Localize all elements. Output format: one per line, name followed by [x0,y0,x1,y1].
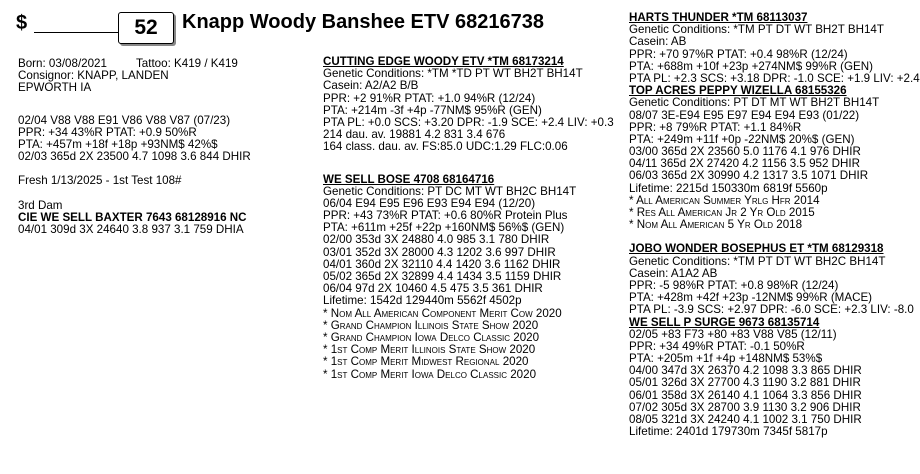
born-row [18,58,308,70]
sire-dam-column [323,56,613,381]
maternal-granddam-line: PPR: +34 49%R PTAT: -0.1 50%R [629,339,805,353]
maternal-grandsire-line: Casein: A1A2 AB [629,266,718,280]
dam-info-line: PTA: +611m +25f +22p +160NM$ 56%$ (GEN) [323,221,565,235]
dam-info-line: 05/02 365d 2X 32899 4.4 1434 3.5 1159 DHIR [323,270,562,283]
paternal-granddam-honor: * Res All American Jr 2 Yr Old 2015 [629,206,815,219]
paternal-granddam-name: TOP ACRES PEPPY WIZELLA 68155326 [629,84,847,98]
fresh-info: Fresh 1/13/2025 - 1st Test 108# [18,174,182,188]
sire-name: CUTTING EDGE WOODY ETV *TM 68173214 [323,55,564,68]
sire-info-line: Casein: A2/A2 B/B [323,79,419,93]
ppr-line: PPR: +34 43%R PTAT: +0.9 50%R [18,125,197,139]
dam-info-line: 03/01 352d 3X 28000 4.3 1202 3.6 997 DHIR [323,245,556,259]
paternal-granddam-line: Genetic Conditions: PT DT MT WT BH2T BH14T [629,96,880,110]
animal-info-column [18,58,308,236]
price-dollar-sign: $ [16,12,28,34]
maternal-granddam-lifetime: Lifetime: 2401d 179730m 7345f 5817p [629,425,828,439]
paternal-granddam-line: PPR: +8 79%R PTAT: +1.1 84%R [629,120,802,134]
production-record: 02/03 365d 2X 23500 4.7 1098 3.6 844 DHIR [18,150,251,164]
dam-name: WE SELL BOSE 4708 68164716 [323,172,495,186]
maternal-granddam-line: 06/01 358d 3X 26140 4.1 1064 3.3 856 DHIR [629,388,862,402]
paternal-grandsire-line: Casein: AB [629,35,687,49]
tattoo: Tattoo: K419 / K419 [136,57,238,70]
dam-info-line: Genetic Conditions: PT DC MT WT BH2C BH14T [323,184,577,198]
paternal-granddam-honor: * All American Summer Yrlg Hfr 2014 [629,193,820,207]
paternal-grandsire-line: Genetic Conditions: *TM PT DT WT BH2T BH14T [629,23,884,37]
dam-honor: * 1st Comp Merit Iowa Delco Classic 2020 [323,367,537,381]
maternal-grandsire-line: PPR: -5 98%R PTAT: +0.8 98%R (12/24) [629,278,839,292]
price-blank-line [34,32,128,33]
maternal-granddam-line: PTA: +205m +1f +4p +148NM$ 53%$ [629,352,823,366]
paternal-grandsire-line: PTA PL: +2.3 SCS: +3.18 DPR: -1.0 SCE: +1.9 LIV: +2.4 [629,71,920,85]
paternal-grandsire-line: PPR: +70 97%R PTAT: +0.4 98%R (12/24) [629,47,848,61]
pta-line: PTA: +457m +18f +18p +93NM$ 42%$ [18,137,218,151]
dam-info-line: 06/04 97d 2X 10460 4.5 475 3.5 361 DHIR [323,282,543,296]
dam-honor: * Nom All American Component Merit Cow 2020 [323,306,562,320]
sire-info-line: 164 class. dau. av. FS:85.0 UDC:1.29 FLC:0.06 [323,140,568,154]
born-date: Born: 03/08/2021 [18,57,107,70]
maternal-grandsire-line: Genetic Conditions: *TM PT DT WT BH2C BH14T [629,254,886,268]
third-dam-label: 3rd Dam [18,198,63,212]
maternal-grandsire-line: PTA: +428m +42f +23p -12NM$ 99%R (MACE) [629,291,873,305]
paternal-grandsire-line: PTA: +688m +10f +23p +274NM$ 99%R (GEN) [629,59,874,73]
paternal-grandsire-name: HARTS THUNDER *TM 68113037 [629,11,808,24]
dam-lifetime: Lifetime: 1542d 129440m 5562f 4502p [323,294,522,308]
paternal-granddam-line: 04/11 365d 2X 27420 4.2 1156 3.5 952 DHIR [629,157,860,171]
maternal-granddam-line: 07/02 305d 3X 28700 3.9 1130 3.2 906 DHIR [629,400,861,414]
paternal-granddam-line: 06/03 365d 2X 30990 4.2 1317 3.5 1071 DHIR [629,169,869,183]
lot-number: 52 [134,16,158,39]
dam-honor: * Grand Champion Illinois State Show 2020 [323,318,539,332]
sire-info-line: PTA PL: +0.0 SCS: +3.20 DPR: -1.9 SCE: +2.4 LIV: +0.3 [323,115,614,129]
lot-title: Knapp Woody Banshee ETV 68216738 [182,11,544,33]
maternal-grandsire-name: JOBO WONDER BOSEPHUS ET *TM 68129318 [629,242,884,256]
paternal-granddam-line: PTA: +249m +11f +0p -22NM$ 20%$ (GEN) [629,132,855,146]
sire-info-line: PTA: +214m -3f +4p -77NM$ 95%R (GEN) [323,103,542,117]
grandparents-column [629,12,919,438]
third-dam-name: CIE WE SELL BAXTER 7643 68128916 NC [18,210,247,224]
sire-info-line: PPR: +2 91%R PTAT: +1.0 94%R (12/24) [323,91,536,105]
paternal-granddam-line: 08/07 3E-E94 E95 E97 E94 E94 E93 (01/22) [629,108,860,122]
sire-info-line: Genetic Conditions: *TM *TD PT WT BH2T BH14T [323,67,583,81]
classification-record: 02/04 V88 V88 E91 V86 V88 V87 (07/23) [18,113,231,127]
dam-info-line: 06/04 E94 E95 E96 E93 E94 E94 (12/20) [323,196,536,210]
dam-info-line: 04/01 360d 2X 32110 4.4 1420 3.6 1162 DHIR [323,257,561,271]
third-dam-record: 04/01 309d 3X 24640 3.8 937 3.1 759 DHIA [18,222,244,236]
dam-honor: * 1st Comp Merit Illinois State Show 2020 [323,343,536,357]
consignor: Consignor: KNAPP, LANDEN [18,69,169,83]
paternal-granddam-lifetime: Lifetime: 2215d 150330m 6819f 5560p [629,181,828,195]
sire-info-line: 214 dau. av. 19881 4.2 831 3.4 676 [323,128,506,142]
dam-honor: * 1st Comp Merit Midwest Regional 2020 [323,355,529,369]
maternal-grandsire-line: PTA PL: -3.9 SCS: +2.97 DPR: -6.0 SCE: +2.3 LIV: -8.0 [629,303,914,317]
lot-number-box [118,12,174,44]
paternal-granddam-honor: * Nom All American 5 Yr Old 2018 [629,218,803,232]
dam-info-line: 02/00 353d 3X 24880 4.0 985 3.1 780 DHIR [323,233,550,247]
maternal-granddam-line: 02/05 +83 F73 +80 +83 V88 V85 (12/11) [629,327,837,341]
maternal-granddam-line: 08/05 321d 3X 24240 4.1 1002 3.1 750 DHIR [629,413,862,426]
consignor-location: EPWORTH IA [18,81,92,95]
paternal-granddam-line: 03/00 365d 2X 23560 5.0 1176 4.1 976 DHIR [629,145,861,159]
dam-honor: * Grand Champion Iowa Delco Classic 2020 [323,330,540,344]
maternal-granddam-line: 05/01 326d 3X 27700 4.3 1190 3.2 881 DHIR [629,376,861,390]
maternal-granddam-line: 04/00 347d 3X 26370 4.2 1098 3.3 865 DHIR [629,364,862,378]
dam-info-line: PPR: +43 73%R PTAT: +0.6 80%R Protein Plus [323,209,568,223]
maternal-granddam-name: WE SELL P SURGE 9673 68135714 [629,315,820,329]
